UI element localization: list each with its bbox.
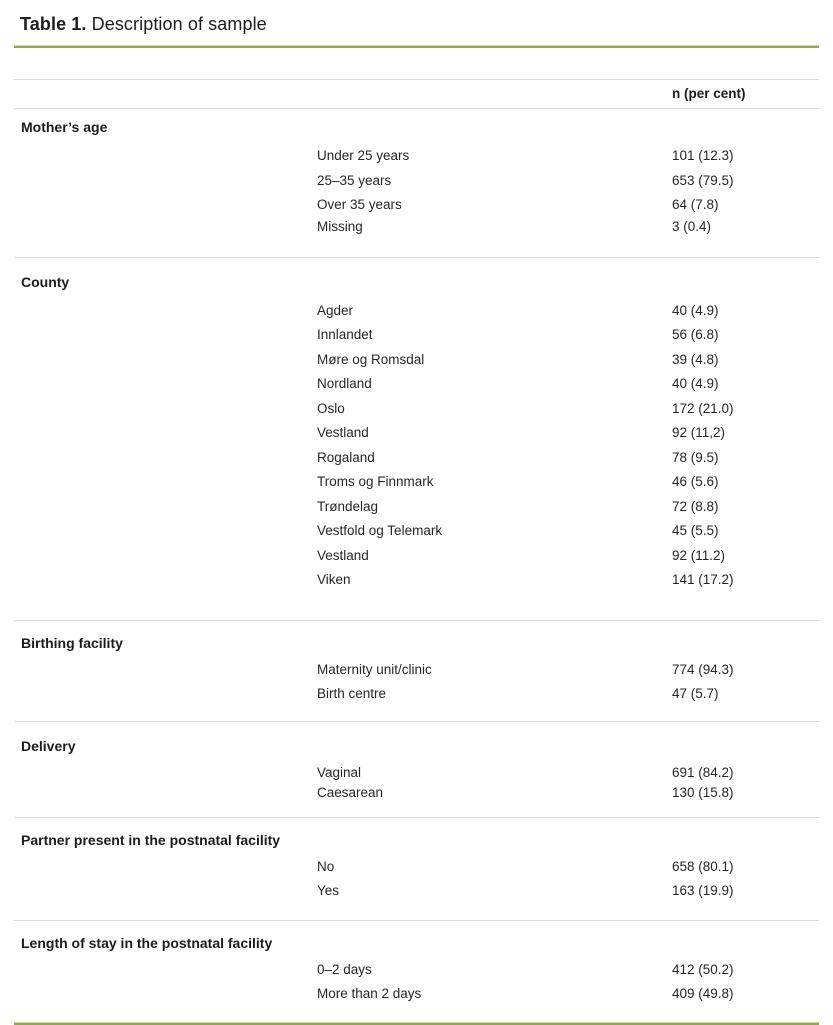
row-label: Nordland — [317, 376, 372, 392]
row-value: 691 (84.2) — [672, 764, 734, 780]
row-value: 3 (0.4) — [672, 218, 712, 234]
row-value: 653 (79.5) — [672, 173, 734, 188]
table-section-birthing-facility — [14, 621, 819, 722]
row-value: 409 (49.8) — [672, 986, 734, 1002]
table-caption-number: Table 1. — [20, 14, 87, 34]
row-label: No — [317, 858, 335, 874]
table-row — [14, 215, 819, 237]
row-label: Yes — [317, 883, 340, 899]
row-value: 141 (17.2) — [672, 572, 734, 588]
table-section-delivery — [14, 722, 819, 818]
table-row — [14, 519, 819, 544]
row-label: More than 2 days — [317, 986, 422, 1002]
table-row — [14, 372, 819, 397]
row-label: Maternity unit/clinic — [317, 661, 432, 677]
table-row — [14, 396, 819, 421]
row-label: Birth centre — [317, 686, 387, 702]
row-label: Over 35 years — [317, 196, 402, 212]
row-label: Vestland — [317, 425, 369, 441]
table-row — [14, 657, 819, 682]
sample-description-table — [14, 79, 819, 1022]
row-label: Agder — [317, 302, 354, 318]
row-label: Rogaland — [317, 449, 375, 465]
row-label: Viken — [317, 572, 351, 588]
table-row — [14, 421, 819, 446]
row-label: Trøndelag — [317, 498, 379, 514]
row-value: 40 (4.9) — [672, 302, 719, 318]
row-label: Møre og Romsdal — [317, 351, 425, 367]
row-value: 412 (50.2) — [672, 961, 734, 977]
row-label: Under 25 years — [317, 148, 410, 163]
table-row — [14, 143, 819, 168]
row-value: 46 (5.6) — [672, 474, 719, 490]
section-category-label: Birthing facility — [21, 635, 123, 651]
table-row — [14, 298, 819, 323]
row-value: 92 (11.2) — [672, 547, 726, 563]
row-value: 658 (80.1) — [672, 858, 734, 874]
value-column-header: n (per cent) — [672, 86, 746, 101]
row-value: 64 (7.8) — [672, 196, 719, 212]
row-value: 40 (4.9) — [672, 376, 719, 392]
table-header-row — [14, 79, 819, 109]
section-category-label: Delivery — [21, 738, 76, 754]
row-value: 56 (6.8) — [672, 327, 719, 343]
table-row — [14, 193, 819, 215]
table-row — [14, 543, 819, 568]
table-section-mothers-age — [14, 109, 819, 258]
section-category-label: Partner present in the postnatal facility — [21, 832, 281, 848]
row-value: 172 (21.0) — [672, 400, 734, 416]
section-category-label: Length of stay in the postnatal facility — [21, 935, 273, 951]
table-top-rule — [14, 45, 819, 48]
row-value: 45 (5.5) — [672, 523, 719, 539]
table-row — [14, 762, 819, 782]
table-row — [14, 347, 819, 372]
table-section-county — [14, 258, 819, 621]
table-section-partner-present — [14, 818, 819, 921]
row-value: 92 (11,2) — [672, 425, 726, 441]
row-label: Innlandet — [317, 327, 373, 343]
row-value: 130 (15.8) — [672, 784, 734, 800]
table-row — [14, 494, 819, 519]
table-row — [14, 470, 819, 495]
table-row — [14, 323, 819, 348]
row-label: Vestfold og Telemark — [317, 523, 443, 539]
table-row — [14, 957, 819, 982]
row-label: Troms og Finnmark — [317, 474, 434, 490]
table-row — [14, 854, 819, 879]
table-caption — [20, 12, 813, 36]
table-row — [14, 445, 819, 470]
row-label: Oslo — [317, 400, 345, 416]
table-row — [14, 982, 819, 1007]
row-label: 25–35 years — [317, 173, 392, 188]
row-label: Vaginal — [317, 764, 362, 780]
row-label: Vestland — [317, 547, 369, 563]
row-value: 101 (12.3) — [672, 148, 734, 163]
row-value: 72 (8.8) — [672, 498, 719, 514]
table-section-length-of-stay — [14, 921, 819, 1022]
table-row — [14, 568, 819, 593]
row-value: 39 (4.8) — [672, 351, 719, 367]
table-caption-text: Description of sample — [91, 14, 267, 34]
section-category-label: Mother’s age — [21, 119, 108, 135]
row-value: 163 (19.9) — [672, 883, 734, 899]
table-row — [14, 782, 819, 802]
table-row — [14, 879, 819, 904]
row-label: Caesarean — [317, 784, 384, 800]
row-value: 78 (9.5) — [672, 449, 719, 465]
row-value: 774 (94.3) — [672, 661, 734, 677]
section-category-label: County — [21, 274, 70, 290]
row-value: 47 (5.7) — [672, 686, 719, 702]
table-row — [14, 168, 819, 193]
table-row — [14, 682, 819, 707]
row-label: 0–2 days — [317, 961, 372, 977]
row-label: Missing — [317, 218, 363, 234]
